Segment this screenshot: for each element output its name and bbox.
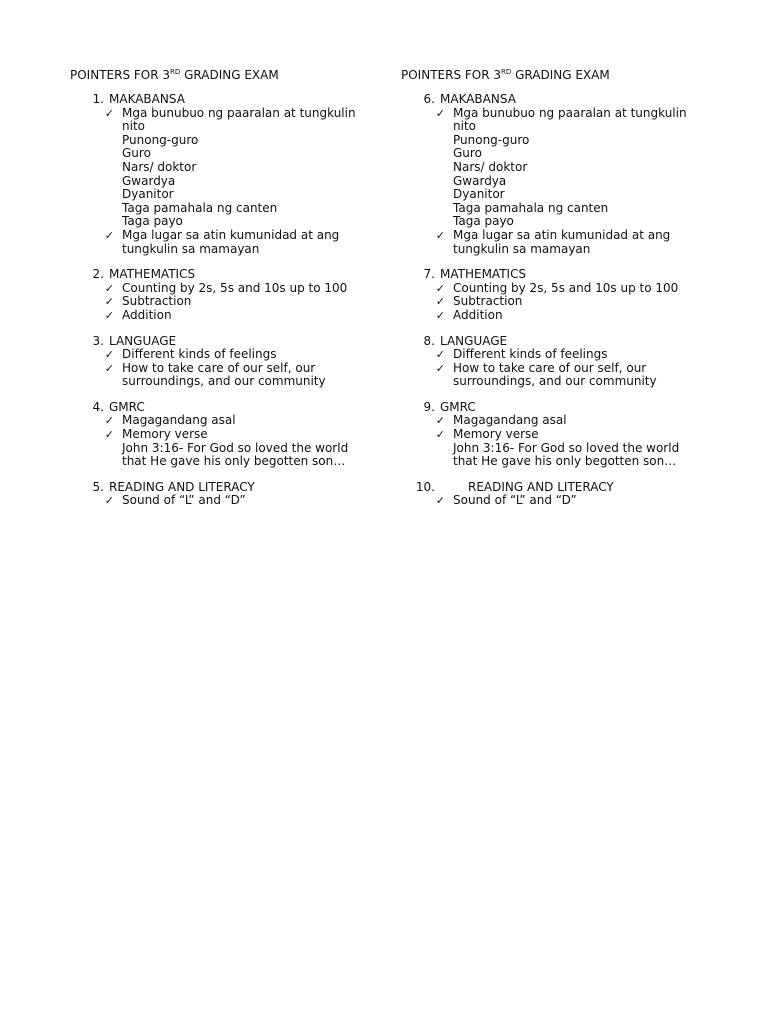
checklist-item-line (401, 375, 721, 389)
item-text: Subtraction (122, 294, 192, 309)
checkmark-icon: ✓ (104, 414, 114, 428)
item-text: Magagandang asal (453, 413, 567, 428)
item-text: Nars/ doktor (453, 159, 528, 174)
indent-spacer (70, 202, 122, 216)
item-text: Magagandang asal (122, 413, 236, 428)
section-list (70, 93, 390, 508)
item-text: that He gave his only begotten son… (453, 454, 677, 469)
section-number: 4. (92, 399, 104, 414)
exam-section (401, 93, 721, 256)
page-heading (401, 68, 721, 83)
item-text: Mga bunubuo ng paaralan at tungkulin (453, 105, 687, 120)
exam-section (401, 268, 721, 322)
section-number: 2. (92, 267, 104, 282)
item-text: Gwardya (453, 173, 507, 188)
indent-spacer (70, 455, 122, 469)
checklist-item-line (70, 375, 390, 389)
checklist-item-line (70, 147, 390, 161)
checklist-item-line (401, 202, 721, 216)
checklist-item (401, 295, 721, 309)
heading-superscript: RD (501, 68, 512, 76)
item-text: Mga lugar sa atin kumunidad at ang (453, 227, 671, 242)
checklist-item-line (70, 134, 390, 148)
indent-spacer (401, 442, 453, 456)
checklist-item (70, 348, 390, 362)
item-text: nito (453, 119, 476, 134)
checklist-item (70, 309, 390, 323)
indent-spacer (70, 120, 122, 134)
checkmark-icon: ✓ (435, 295, 445, 309)
checklist-item (70, 107, 390, 121)
checklist-item-line (70, 442, 390, 456)
item-text: Taga payo (122, 214, 183, 229)
item-text: Sound of “L” and “D” (122, 493, 246, 508)
indent-spacer (70, 134, 122, 148)
indent-spacer (401, 455, 453, 469)
section-number: 6. (423, 92, 435, 106)
indent-spacer (401, 120, 453, 134)
section-title: MATHEMATICS (109, 267, 196, 282)
indent-spacer (401, 243, 453, 257)
checkmark-icon: ✓ (104, 308, 114, 322)
checkmark-icon: ✓ (435, 414, 445, 428)
item-text: Subtraction (453, 294, 523, 309)
section-heading (401, 93, 721, 107)
item-text: Dyanitor (122, 187, 174, 202)
item-text: that He gave his only begotten son… (122, 454, 346, 469)
section-number: 7. (423, 267, 435, 282)
item-text: Dyanitor (453, 187, 505, 202)
section-list (401, 93, 721, 508)
indent-spacer (70, 161, 122, 175)
exam-section (70, 401, 390, 469)
checklist-item (401, 229, 721, 243)
item-text: How to take care of our self, our (122, 360, 316, 375)
item-text: tungkulin sa mamayan (122, 241, 260, 256)
checklist-item (401, 428, 721, 442)
checkmark-icon: ✓ (435, 281, 445, 295)
indent-spacer (70, 215, 122, 229)
item-text: Guro (453, 146, 482, 161)
item-text: Nars/ doktor (122, 159, 197, 174)
checklist-item (401, 494, 721, 508)
item-text: Memory verse (453, 427, 539, 442)
checkmark-icon: ✓ (435, 494, 445, 508)
item-text: Memory verse (122, 427, 208, 442)
checklist-item-line (401, 134, 721, 148)
indent-spacer (70, 375, 122, 389)
item-text: Mga lugar sa atin kumunidad at ang (122, 227, 340, 242)
checklist-item-line (70, 455, 390, 469)
indent-spacer (70, 147, 122, 161)
exam-section (70, 481, 390, 508)
right-column (401, 68, 721, 520)
indent-spacer (70, 175, 122, 189)
item-text: surroundings, and our community (453, 374, 657, 389)
checkmark-icon: ✓ (435, 361, 445, 375)
item-text: John 3:16- For God so loved the world (122, 440, 349, 455)
checklist-item (401, 414, 721, 428)
checklist-item-line (401, 455, 721, 469)
checklist-item (70, 229, 390, 243)
item-text: How to take care of our self, our (453, 360, 647, 375)
checklist-item (70, 494, 390, 508)
indent-spacer (70, 442, 122, 456)
checkmark-icon: ✓ (435, 308, 445, 322)
item-text: Mga bunubuo ng paaralan at tungkulin (122, 105, 356, 120)
checkmark-icon: ✓ (104, 348, 114, 362)
checklist-item (70, 414, 390, 428)
section-title: GMRC (109, 399, 145, 414)
section-number: 9. (423, 399, 435, 414)
item-text: John 3:16- For God so loved the world (453, 440, 680, 455)
checkmark-icon: ✓ (104, 361, 114, 375)
checkmark-icon: ✓ (104, 106, 114, 120)
checklist-item (401, 107, 721, 121)
item-text: Addition (453, 307, 503, 322)
checklist-item (401, 282, 721, 296)
checkmark-icon: ✓ (104, 228, 114, 242)
heading-text: POINTERS FOR 3 (401, 68, 502, 82)
item-text: Guro (122, 146, 151, 161)
heading-superscript: RD (170, 68, 181, 76)
exam-section (70, 335, 390, 389)
checklist-item-line (70, 202, 390, 216)
section-title: READING AND LITERACY (468, 479, 614, 494)
section-heading (70, 268, 390, 282)
section-title: GMRC (440, 399, 476, 414)
checklist-item-line (70, 188, 390, 202)
item-text: Punong-guro (453, 132, 530, 147)
heading-text-suffix: GRADING EXAM (180, 68, 279, 82)
checklist-item-line (401, 188, 721, 202)
indent-spacer (401, 188, 453, 202)
section-heading (70, 335, 390, 349)
item-text: tungkulin sa mamayan (453, 241, 591, 256)
exam-section (401, 481, 721, 508)
exam-section (70, 93, 390, 256)
section-heading (401, 268, 721, 282)
checkmark-icon: ✓ (104, 295, 114, 309)
checklist-item-line (70, 215, 390, 229)
item-text: Taga pamahala ng canten (122, 200, 278, 215)
section-heading (70, 481, 390, 495)
item-text: Gwardya (122, 173, 176, 188)
checkmark-icon: ✓ (104, 428, 114, 442)
exam-section (401, 401, 721, 469)
heading-text-suffix: GRADING EXAM (511, 68, 610, 82)
indent-spacer (401, 375, 453, 389)
indent-spacer (401, 202, 453, 216)
heading-text: POINTERS FOR 3 (70, 68, 171, 82)
section-title: LANGUAGE (109, 333, 177, 348)
section-number: 3. (92, 333, 104, 348)
section-title: MAKABANSA (109, 92, 185, 106)
checklist-item (401, 348, 721, 362)
checklist-item-line (70, 161, 390, 175)
section-number: 8. (423, 333, 435, 348)
item-text: Counting by 2s, 5s and 10s up to 100 (453, 280, 679, 295)
section-title: LANGUAGE (440, 333, 508, 348)
checklist-item-line (401, 442, 721, 456)
item-text: Taga pamahala ng canten (453, 200, 609, 215)
item-text: Sound of “L” and “D” (453, 493, 577, 508)
checklist-item-line (70, 243, 390, 257)
indent-spacer (401, 175, 453, 189)
checklist-item-line (70, 120, 390, 134)
item-text: Punong-guro (122, 132, 199, 147)
checklist-item-line (401, 215, 721, 229)
section-title: MATHEMATICS (440, 267, 527, 282)
checkmark-icon: ✓ (435, 106, 445, 120)
checklist-item (70, 295, 390, 309)
section-number: 10. (415, 479, 435, 494)
section-heading (401, 481, 721, 495)
exam-section (401, 335, 721, 389)
indent-spacer (401, 161, 453, 175)
item-text: Taga payo (453, 214, 514, 229)
section-number: 1. (92, 92, 104, 106)
checklist-item-line (70, 175, 390, 189)
checklist-item (401, 309, 721, 323)
item-text: surroundings, and our community (122, 374, 326, 389)
checklist-item (70, 282, 390, 296)
checkmark-icon: ✓ (435, 228, 445, 242)
indent-spacer (401, 147, 453, 161)
section-heading (401, 335, 721, 349)
indent-spacer (401, 134, 453, 148)
checklist-item (70, 362, 390, 376)
section-title: READING AND LITERACY (109, 479, 255, 494)
checklist-item-line (401, 161, 721, 175)
checklist-item (401, 362, 721, 376)
left-column (70, 68, 390, 520)
section-number: 5. (92, 479, 104, 494)
checklist-item-line (401, 175, 721, 189)
item-text: Different kinds of feelings (122, 347, 277, 362)
checkmark-icon: ✓ (104, 281, 114, 295)
checklist-item-line (401, 243, 721, 257)
checklist-item-line (401, 120, 721, 134)
exam-section (70, 268, 390, 322)
checklist-item (70, 428, 390, 442)
indent-spacer (70, 188, 122, 202)
item-text: Different kinds of feelings (453, 347, 608, 362)
section-heading (70, 401, 390, 415)
checklist-item-line (401, 147, 721, 161)
indent-spacer (70, 243, 122, 257)
item-text: nito (122, 119, 145, 134)
item-text: Addition (122, 307, 172, 322)
item-text: Counting by 2s, 5s and 10s up to 100 (122, 280, 348, 295)
checkmark-icon: ✓ (435, 428, 445, 442)
indent-spacer (401, 215, 453, 229)
checkmark-icon: ✓ (104, 494, 114, 508)
page-heading (70, 68, 390, 83)
checkmark-icon: ✓ (435, 348, 445, 362)
section-heading (70, 93, 390, 107)
section-heading (401, 401, 721, 415)
section-title: MAKABANSA (440, 92, 516, 106)
